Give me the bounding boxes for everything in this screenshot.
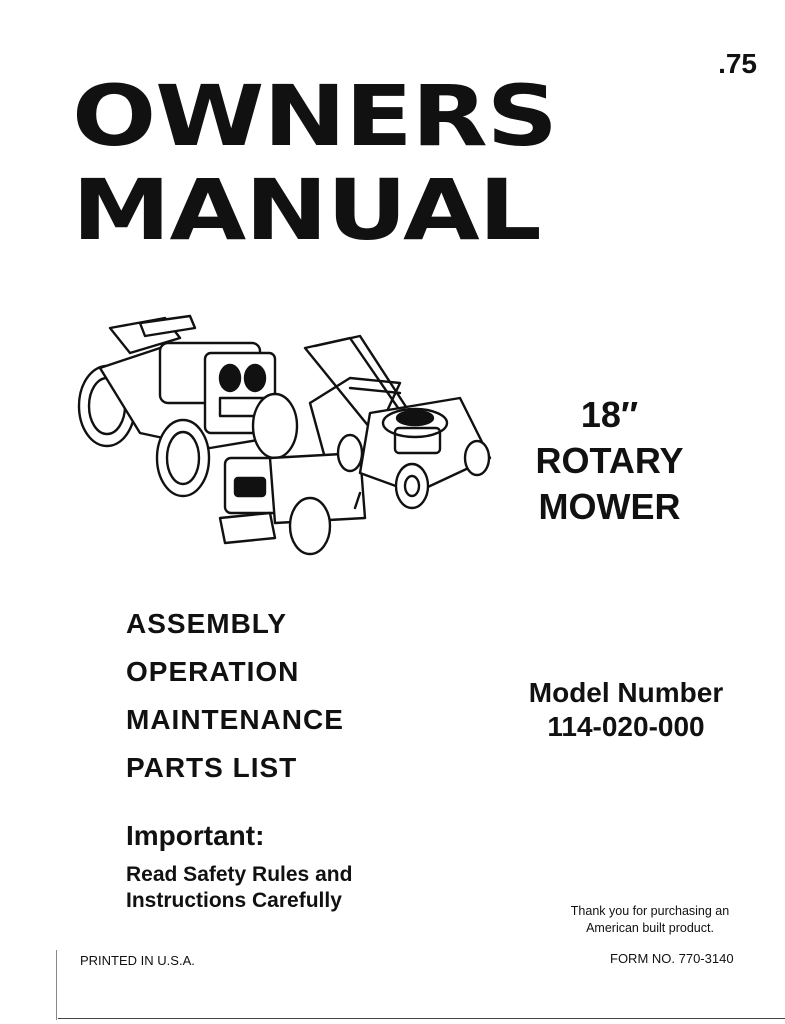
section-maintenance: MAINTENANCE bbox=[126, 704, 344, 735]
manual-sections-list bbox=[126, 600, 344, 792]
model-number: 114-020-000 bbox=[547, 711, 705, 742]
important-heading: Important: bbox=[126, 820, 265, 851]
thank-you-line-2: American built product. bbox=[586, 921, 714, 935]
product-description bbox=[522, 392, 697, 530]
section-assembly: ASSEMBLY bbox=[126, 608, 288, 639]
section-parts-list: PARTS LIST bbox=[126, 752, 298, 783]
product-type-line-1: ROTARY bbox=[535, 440, 684, 481]
product-type-line-2: MOWER bbox=[538, 486, 681, 527]
safety-notice-line-2: Instructions Carefully bbox=[126, 889, 342, 912]
product-size: 18″ bbox=[580, 394, 639, 435]
safety-notice bbox=[126, 862, 352, 914]
bottom-rule bbox=[58, 1018, 785, 1019]
title-line-1: OWNERS bbox=[72, 67, 557, 165]
form-number: FORM NO. 770-3140 bbox=[610, 951, 734, 966]
price-label: .75 bbox=[718, 48, 757, 79]
equipment-illustration bbox=[70, 308, 495, 563]
thank-you-line-1: Thank you for purchasing an bbox=[570, 904, 730, 918]
left-edge-rule bbox=[56, 950, 57, 1020]
model-info bbox=[500, 676, 752, 744]
thank-you-note bbox=[540, 903, 760, 937]
section-operation: OPERATION bbox=[126, 656, 300, 687]
title-line-2: MANUAL bbox=[72, 161, 541, 259]
model-label: Model Number bbox=[528, 677, 724, 708]
printed-in-label: PRINTED IN U.S.A. bbox=[80, 953, 195, 968]
safety-notice-line-1: Read Safety Rules and bbox=[126, 863, 353, 886]
